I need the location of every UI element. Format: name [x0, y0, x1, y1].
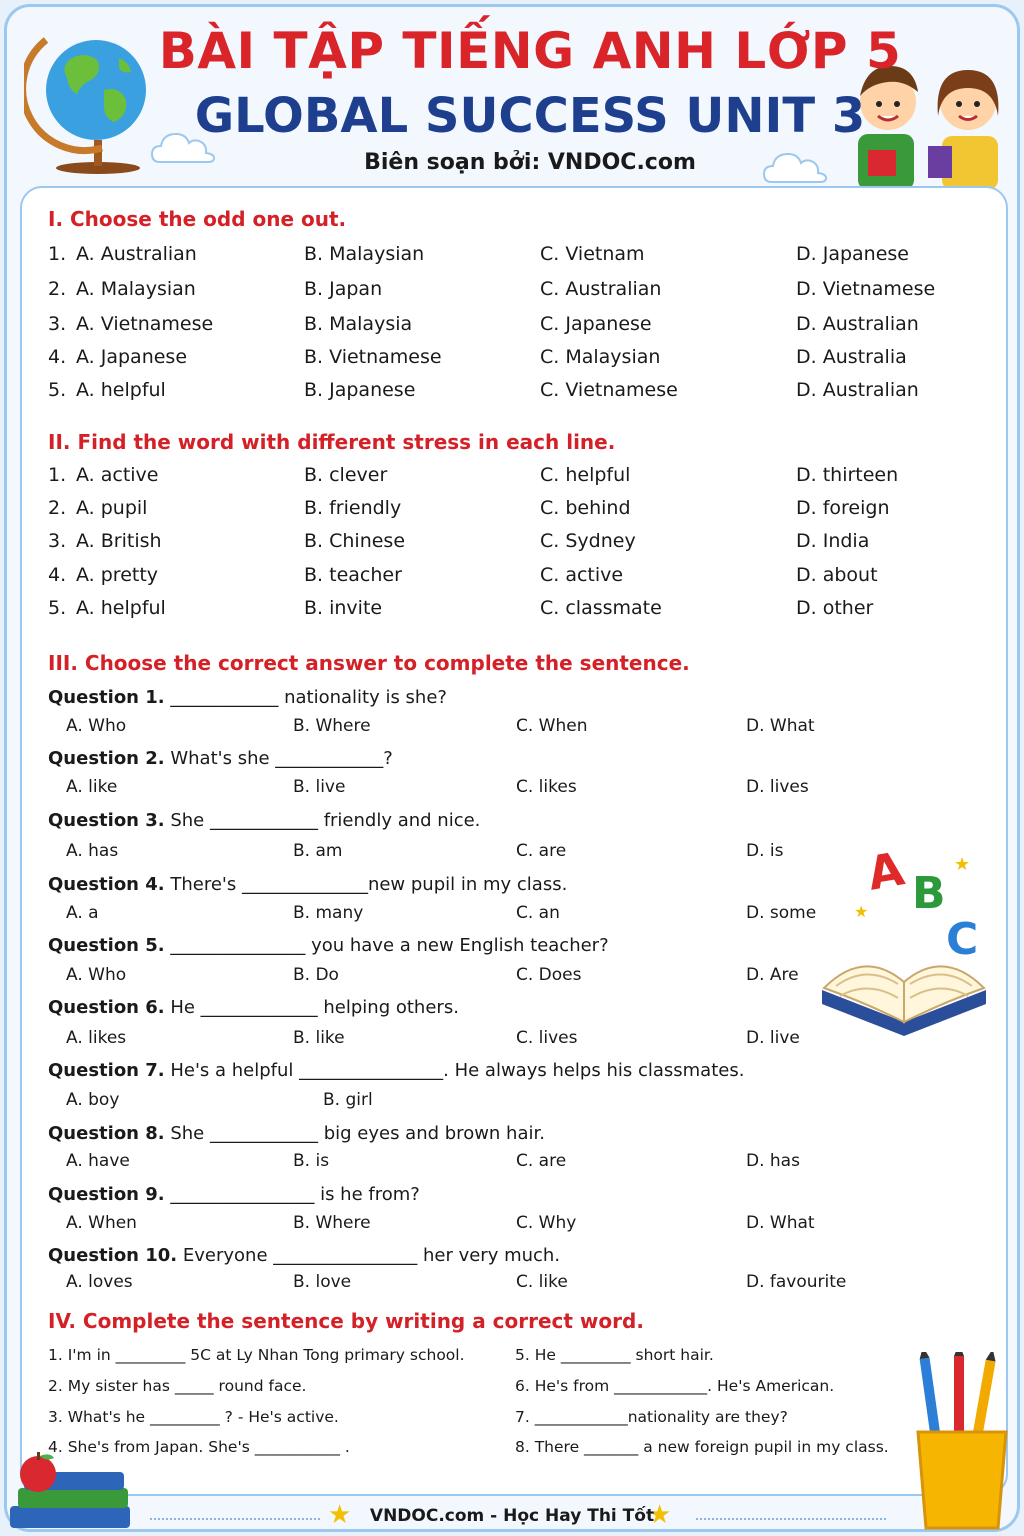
option-c: C. active [540, 564, 624, 586]
option-b: B. Japanese [304, 379, 416, 401]
option-a: A. helpful [76, 597, 166, 619]
option-c: C. Vietnam [540, 243, 645, 265]
option-a: A. has [66, 841, 119, 861]
option-d: D. is [746, 841, 784, 861]
option-d: D. Vietnamese [796, 278, 936, 300]
option-a: A. When [66, 1213, 137, 1233]
option-c: C. Malaysian [540, 346, 661, 368]
open-book-icon [816, 930, 992, 1040]
option-b: B. Chinese [304, 530, 406, 552]
question-number: 3. [48, 313, 67, 335]
question-row [0, 464, 1024, 494]
option-c: C. are [516, 1151, 567, 1171]
option-a: A. likes [66, 1028, 127, 1048]
star-icon: ★ [854, 902, 869, 921]
option-d: D. foreign [796, 497, 890, 519]
letter-a: A [863, 841, 909, 901]
option-b: B. live [293, 777, 346, 797]
question-line [48, 1184, 420, 1205]
question-label: Question 9. [48, 1184, 165, 1205]
option-a: A. Who [66, 965, 127, 985]
star-icon: ★ [328, 1500, 352, 1530]
option-b: B. friendly [304, 497, 402, 519]
question-row [0, 497, 1024, 527]
option-c: C. an [516, 903, 560, 923]
option-d: D. Australia [796, 346, 907, 368]
option-c: C. are [516, 841, 567, 861]
fill-in-sentence: 8. There _______ a new foreign pupil in my class. [515, 1438, 889, 1456]
letter-c: C [946, 914, 979, 965]
question-number: 1. [48, 464, 67, 486]
option-d: D. thirteen [796, 464, 899, 486]
option-b: B. like [293, 1028, 345, 1048]
option-c: C. Why [516, 1213, 577, 1233]
option-a: A. Vietnamese [76, 313, 214, 335]
option-b: B. Japan [304, 278, 383, 300]
option-a: A. a [66, 903, 99, 923]
option-b: B. clever [304, 464, 388, 486]
option-d: D. some [746, 903, 817, 923]
option-d: D. Australian [796, 313, 919, 335]
question-row [0, 597, 1024, 627]
option-a: A. helpful [76, 379, 166, 401]
option-c: C. Australian [540, 278, 662, 300]
option-a: A. Japanese [76, 346, 188, 368]
option-a: A. have [66, 1151, 130, 1171]
option-d: D. has [746, 1151, 800, 1171]
option-a: A. loves [66, 1272, 133, 1292]
option-d: D. favourite [746, 1272, 847, 1292]
option-a: A. Australian [76, 243, 197, 265]
question-label: Question 4. [48, 874, 165, 895]
question-row [0, 530, 1024, 560]
option-c: C. likes [516, 777, 577, 797]
question-label: Question 10. [48, 1245, 178, 1266]
option-b: B. invite [304, 597, 383, 619]
section-4-title: IV. Complete the sentence by writing a correct word. [48, 1309, 644, 1333]
question-label: Question 2. [48, 748, 165, 769]
option-b: B. teacher [304, 564, 402, 586]
question-text: There's ______________new pupil in my class. [164, 874, 568, 895]
option-d: D. about [796, 564, 878, 586]
question-row [0, 564, 1024, 594]
question-number: 5. [48, 597, 67, 619]
fill-in-sentence: 5. He _________ short hair. [515, 1346, 714, 1364]
question-number: 2. [48, 278, 67, 300]
question-text: Everyone ________________ her very much. [177, 1245, 561, 1266]
option-d: D. What [746, 1213, 815, 1233]
section-2-title: II. Find the word with different stress in each line. [48, 430, 616, 454]
question-text: She ____________ friendly and nice. [164, 810, 481, 831]
option-d: D. other [796, 597, 874, 619]
option-d: D. live [746, 1028, 800, 1048]
option-c: C. Vietnamese [540, 379, 678, 401]
question-row [0, 243, 1024, 273]
option-a: A. pretty [76, 564, 159, 586]
star-icon: ★ [954, 854, 971, 875]
question-line [48, 810, 480, 831]
question-label: Question 1. [48, 687, 165, 708]
question-text: She ____________ big eyes and brown hair. [164, 1123, 545, 1144]
fill-in-sentence: 6. He's from ____________. He's American. [515, 1377, 835, 1395]
option-c: C. like [516, 1272, 568, 1292]
question-label: Question 6. [48, 997, 165, 1018]
option-a: A. British [76, 530, 162, 552]
question-line [48, 1123, 545, 1144]
option-c: C. When [516, 716, 588, 736]
option-a: A. Malaysian [76, 278, 196, 300]
option-c: C. Does [516, 965, 582, 985]
option-d: D. India [796, 530, 870, 552]
option-b: B. Where [293, 1213, 371, 1233]
option-b: B. Do [293, 965, 339, 985]
option-a: A. active [76, 464, 159, 486]
option-b: B. Where [293, 716, 371, 736]
question-text: ____________ nationality is she? [164, 687, 447, 708]
question-line [48, 874, 567, 895]
globe-icon [24, 20, 154, 175]
question-label: Question 8. [48, 1123, 165, 1144]
pencil-cup-icon [912, 1352, 1012, 1530]
question-label: Question 7. [48, 1060, 165, 1081]
option-b: B. Malaysian [304, 243, 425, 265]
page-subtitle: GLOBAL SUCCESS UNIT 3 [194, 88, 866, 144]
question-number: 2. [48, 497, 67, 519]
section-3-title: III. Choose the correct answer to complete the sentence. [48, 651, 690, 675]
question-line [48, 997, 459, 1018]
question-text: He's a helpful ________________. He always helps his classmates. [164, 1060, 745, 1081]
option-c: C. helpful [540, 464, 631, 486]
fill-in-sentence: 1. I'm in _________ 5C at Ly Nhan Tong primary school. [48, 1346, 465, 1364]
question-number: 1. [48, 243, 67, 265]
author-line: Biên soạn bởi: VNDOC.com [364, 150, 696, 175]
option-c: C. classmate [540, 597, 662, 619]
option-c: C. Japanese [540, 313, 652, 335]
option-b: B. many [293, 903, 364, 923]
fill-in-sentence: 7. ____________nationality are they? [515, 1408, 788, 1426]
question-row [0, 313, 1024, 343]
question-line [48, 687, 447, 708]
option-a: A. pupil [76, 497, 148, 519]
question-row [0, 379, 1024, 409]
question-number: 4. [48, 346, 67, 368]
footer-divider-right [696, 1518, 886, 1520]
question-line [48, 1245, 560, 1266]
section-1-title: I. Choose the odd one out. [48, 207, 347, 231]
star-icon: ★ [648, 1500, 672, 1530]
option-b: B. girl [323, 1090, 373, 1110]
question-number: 5. [48, 379, 67, 401]
footer-text: VNDOC.com - Học Hay Thi Tốt [369, 1506, 655, 1526]
question-line [48, 748, 393, 769]
option-d: D. lives [746, 777, 809, 797]
option-b: B. Vietnamese [304, 346, 442, 368]
option-a: A. like [66, 777, 118, 797]
option-d: D. Australian [796, 379, 919, 401]
question-label: Question 3. [48, 810, 165, 831]
question-text: ________________ is he from? [164, 1184, 420, 1205]
option-b: B. am [293, 841, 343, 861]
option-b: B. love [293, 1272, 352, 1292]
fill-in-sentence: 2. My sister has _____ round face. [48, 1377, 307, 1395]
option-b: B. Malaysia [304, 313, 413, 335]
question-line [48, 1060, 744, 1081]
question-row [0, 278, 1024, 308]
fill-in-sentence: 4. She's from Japan. She's ___________ . [48, 1438, 350, 1456]
question-line [48, 935, 609, 956]
question-number: 3. [48, 530, 67, 552]
books-apple-icon [4, 1452, 144, 1532]
option-c: C. Sydney [540, 530, 636, 552]
fill-in-sentence: 3. What's he _________ ? - He's active. [48, 1408, 339, 1426]
option-d: D. Are [746, 965, 799, 985]
question-row [0, 346, 1024, 376]
footer-divider-left [150, 1518, 320, 1520]
letter-b: B [912, 868, 946, 919]
option-d: D. What [746, 716, 815, 736]
page-title: BÀI TẬP TIẾNG ANH LỚP 5 [158, 22, 902, 80]
option-a: A. Who [66, 716, 127, 736]
question-label: Question 5. [48, 935, 165, 956]
question-text: _______________ you have a new English teacher? [164, 935, 609, 956]
option-a: A. boy [66, 1090, 120, 1110]
question-number: 4. [48, 564, 67, 586]
option-c: C. lives [516, 1028, 578, 1048]
option-d: D. Japanese [796, 243, 909, 265]
option-c: C. behind [540, 497, 631, 519]
option-b: B. is [293, 1151, 330, 1171]
question-text: He _____________ helping others. [164, 997, 459, 1018]
question-text: What's she ____________? [164, 748, 393, 769]
